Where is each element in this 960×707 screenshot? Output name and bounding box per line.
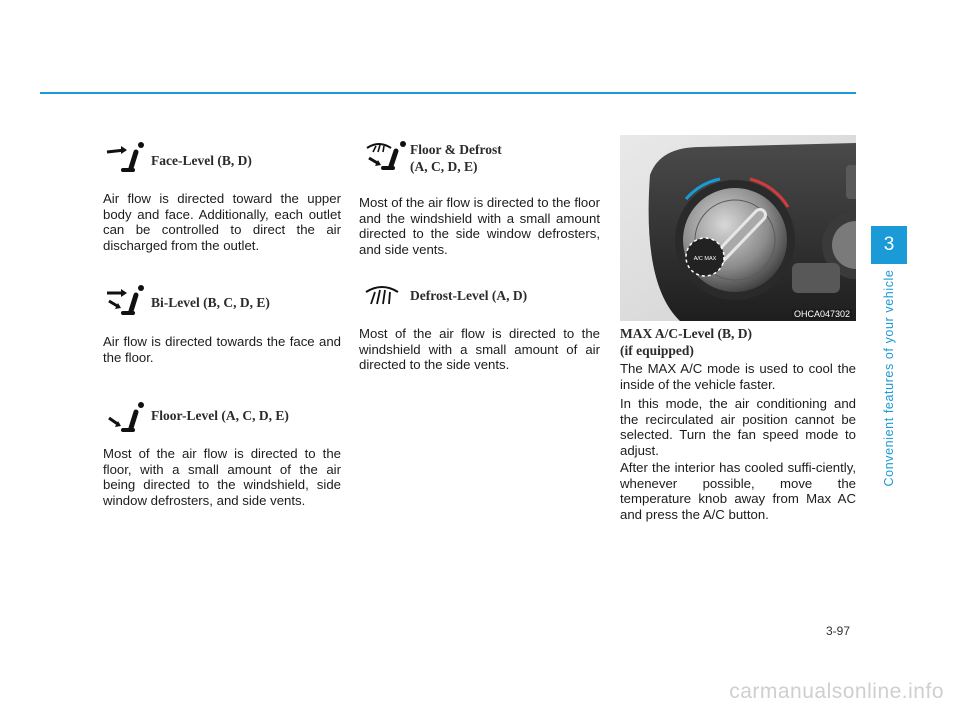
defrost-level-text: Most of the air flow is directed to the windshield with a small amount of air directed to the side vents. — [359, 326, 600, 373]
floor-defrost-text: Most of the air flow is directed to the floor and the windshield with a small amount directed to the side window defrosters, and side vents. — [359, 195, 600, 257]
max-ac-text-1: The MAX A/C mode is used to cool the inside of the vehicle faster. — [620, 361, 856, 392]
floor-level-text: Most of the air flow is directed to the floor, with a small amount of the air being directed to the windshield, side window defrosters, and side vents. — [103, 446, 341, 508]
max-ac-text-3: After the interior has cooled suffi-ciently, whenever possible, move the temperature knob away from Max AC and press the A/C button. — [620, 460, 856, 522]
page-number: 3-97 — [826, 624, 851, 638]
defrost-level-heading: Defrost-Level (A, D) — [410, 288, 528, 303]
face-level-text: Air flow is directed toward the upper body and face. Additionally, each outlet can be controlled to direct the air discharged from the outlet. — [103, 191, 341, 253]
defrost-level-icon — [363, 282, 403, 310]
floor-level-heading: Floor-Level (A, C, D, E) — [151, 408, 289, 423]
face-level-heading: Face-Level (B, D) — [151, 153, 252, 168]
top-rule — [40, 92, 856, 94]
floor-defrost-heading-line1: Floor & Defrost — [410, 142, 502, 157]
climate-knob-illustration — [620, 135, 856, 321]
max-ac-heading-line1: MAX A/C-Level (B, D) — [620, 326, 752, 341]
max-ac-text-2: In this mode, the air conditioning and the recirculated air position cannot be selected. Turn the fan speed mode to adjust. — [620, 396, 856, 458]
knob-ac-label: A/C MAX — [693, 256, 717, 262]
image-code: OHCA047302 — [793, 309, 850, 319]
max-ac-heading-line2: (if equipped) — [620, 343, 694, 358]
face-level-icon — [103, 140, 149, 174]
section-tab: 3 — [871, 226, 907, 264]
bi-level-heading: Bi-Level (B, C, D, E) — [151, 295, 270, 310]
floor-level-icon — [103, 400, 149, 434]
bi-level-icon — [103, 283, 149, 317]
watermark: carmanualsonline.info — [729, 680, 944, 703]
climate-control-photo — [620, 135, 856, 321]
side-chapter-label: Convenient features of your vehicle — [882, 269, 896, 487]
floor-defrost-heading-line2: (A, C, D, E) — [410, 159, 478, 174]
floor-defrost-icon — [365, 138, 411, 172]
bi-level-text: Air flow is directed towards the face and the floor. — [103, 334, 341, 365]
